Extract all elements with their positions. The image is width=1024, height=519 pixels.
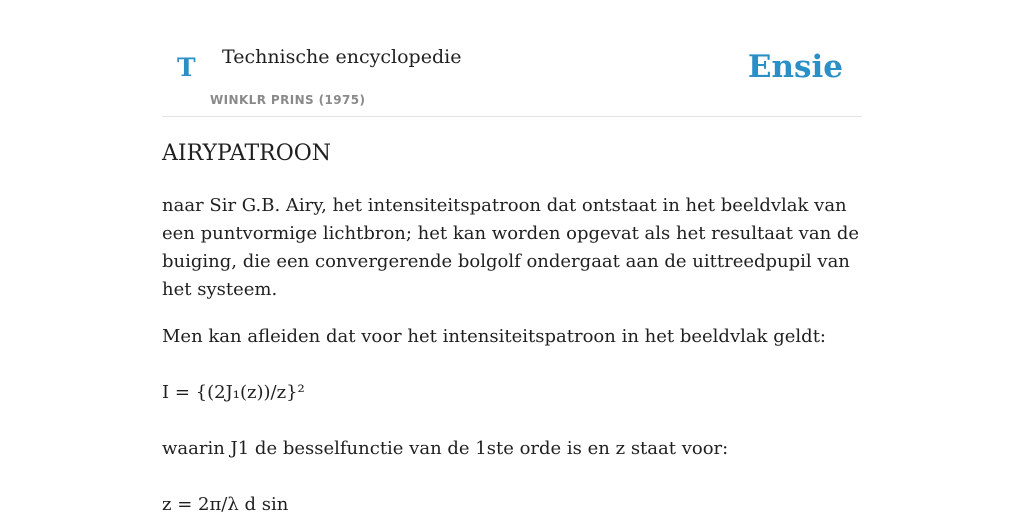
book-letter-icon: T	[177, 53, 196, 82]
book-header	[162, 0, 862, 117]
book-source: WINKLR PRINS (1975)	[210, 93, 366, 107]
book-title[interactable]: Technische encyclopedie	[222, 46, 462, 68]
article-body	[162, 192, 862, 519]
brand-logo[interactable]: Ensie	[747, 49, 843, 85]
paragraph-derivation: Men kan afleiden dat voor het intensiteitspatroon in het beeldvlak geldt:	[162, 326, 826, 347]
page	[162, 0, 862, 515]
article-title: AIRYPATROON	[162, 141, 332, 166]
intensity-formula: I = {(2J₁(z))/z}²	[162, 382, 305, 403]
paragraph-definition: naar Sir G.B. Airy, het intensiteitspatroon dat ontstaat in het beeldvlak van een puntvormige lichtbron; het kan worden opgevat als het resultaat van de buiging, die een convergerende bolgolf ondergaat aan de uittreedpupil van het systeem.	[162, 195, 860, 300]
z-formula: z = 2π/λ d sin	[162, 494, 289, 515]
paragraph-bessel: waarin J1 de besselfunctie van de 1ste orde is en z staat voor:	[162, 438, 729, 459]
